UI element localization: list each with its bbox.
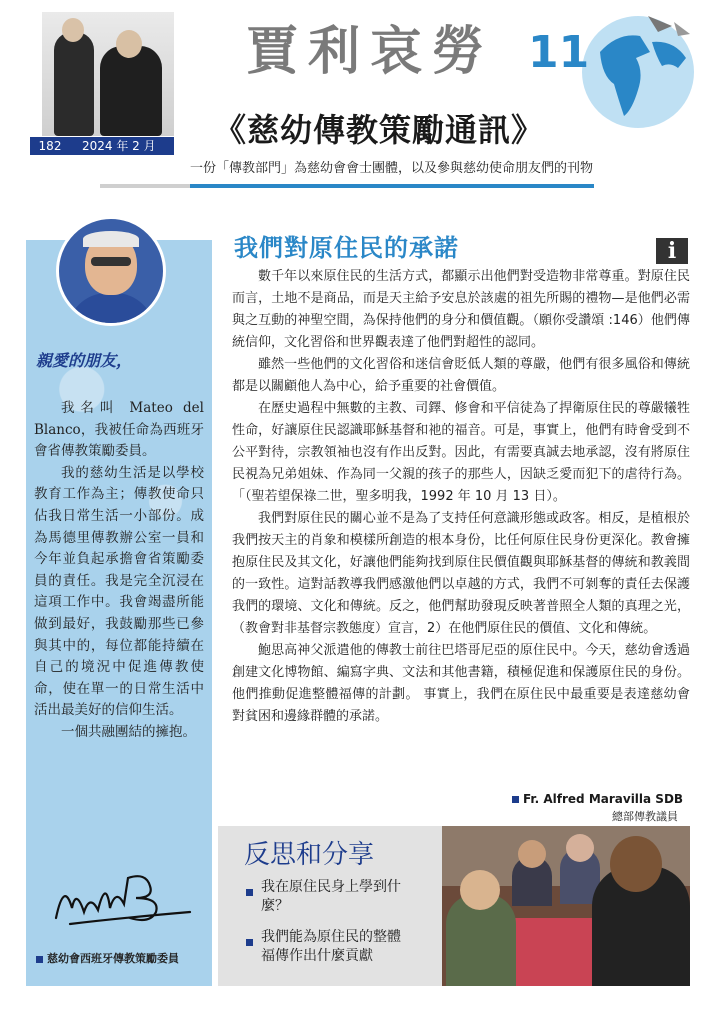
newsletter-subtitle: 《慈幼傳教策勵通訊》 — [214, 111, 545, 149]
reflection-title: 反思和分享 — [244, 840, 375, 870]
letter-closing: 一個共融團結的擁抱。 — [61, 723, 196, 740]
info-icon: i — [656, 238, 688, 264]
masthead-title: 賈利哀勞 — [246, 21, 495, 82]
letter-greeting: 親愛的朋友， — [36, 351, 133, 370]
issue-date: 2024 年 2 月 — [82, 139, 156, 153]
bullet-square-icon — [246, 939, 253, 946]
article-body — [232, 266, 690, 728]
issue-number: 182 — [38, 139, 62, 153]
globe-icon — [578, 12, 698, 132]
author-avatar — [56, 216, 166, 326]
article-paragraph: 雖然一些他們的文化習俗和迷信會貶低人類的尊嚴，他們有很多風俗和傳統都是以關顧他人為中心，給予重要的社會價值。 — [232, 357, 690, 394]
letter-body — [34, 398, 204, 744]
tagline: 一份「傳教部門」為慈幼會會士團體，以及參與慈幼使命朋友們的刊物 — [190, 161, 594, 176]
letter-paragraph: 我名叫 Mateo del Blanco，我被任命為西班牙會省傳教策勵委員。 — [34, 400, 204, 460]
article-paragraph: 在歷史過程中無數的主教、司鐸、修會和平信徒為了捍衛原住民的尊嚴犧牲性命，好讓原住民認識耶穌基督和祂的福音。可是，事實上，他們有時會受到不公平對待，宗教領袖也沒有作出反對。因此，有需要真誠去地承認，沒有將原住民視為兄弟姐妹、作為同一父親的孩子的那些人，因缺乏愛而犯下的虐待行為。「（聖若望保祿二世，聖多明我，1992 年 10 月 13 日）。 — [232, 401, 690, 504]
bullet-square-icon — [36, 956, 43, 963]
reflection-question: 我們能為原住民的整體福傳作出什麼貢獻 — [246, 928, 426, 966]
article-paragraph: 我們對原住民的關心並不是為了支持任何意識形態或政客。相反，是植根於我們按天主的肖象和模樣所創造的根本身份，比任何原住民身份更深化。教會擁抱原住民及其文化，好讓他們能夠找到原住民價值觀與耶穌基督的傳統和教義間的一致性。這對話教導我們感激他們以卓越的方式，我們不可剝奪的責任去保護我們的環境、文化和傳統。反之，他們幫助發現反映著普照全人類的真理之光，（教會對非基督宗教態度）宣言，2）在他們原住民的價值、文化和傳統。 — [232, 511, 690, 636]
masthead-number: 11 — [528, 27, 590, 78]
bullet-square-icon — [512, 796, 519, 803]
signature-caption: 慈幼會西班牙傳教策勵委員 — [36, 950, 179, 966]
reflection-question: 我在原住民身上學到什麼？ — [246, 878, 426, 916]
article-paragraph: 鮑思高神父派遣他的傳教士前往巴塔哥尼亞的原住民中。今天，慈幼會透過創建文化博物館、編寫字典、文法和其他書籍，積極促進和保護原住民的身份。 他們推動促進整體福傳的計劃。 事實上，我們在原住民中最重要是表達慈幼會對貧困和邊緣群體的承諾。 — [232, 643, 690, 724]
header-rule-grey — [100, 184, 190, 188]
founders-photo — [42, 12, 174, 136]
letter-paragraph: 我的慈幼生活是以學校教育工作為主；傳教使命只佔我日常生活一小部份。成為馬德里傳教辦公室一員和今年並負起承擔會省策勵委員的責任。我是完全沉浸在這項工作中。我會竭盡所能做到最好，我鼓勵那些已參與其中的，每位都能持續在自己的境況中促進傳教使命，使在單一的日常生活中活出最美好的信仰生活。 — [34, 464, 204, 719]
author-role: 總部傳教議員 — [612, 810, 678, 823]
bullet-square-icon — [246, 889, 253, 896]
header-rule-blue — [190, 184, 594, 188]
handwritten-signature — [50, 868, 200, 932]
article-author: Fr. Alfred Maravilla SDB — [512, 792, 683, 806]
children-photo — [442, 826, 690, 986]
article-paragraph: 數千年以來原住民的生活方式，都顯示出他們對受造物非常尊重。對原住民而言，土地不是商品，而是天主給予安息於該處的祖先所賜的禮物—是他們必需與之互動的神聖空間，為保持他們的身分和價值觀。（願你受讚頌 :146）他們傳統信仰，文化習俗和世界觀表達了他們對超性的認同。 — [232, 269, 690, 350]
article-title: 我們對原住民的承諾 — [234, 234, 459, 262]
